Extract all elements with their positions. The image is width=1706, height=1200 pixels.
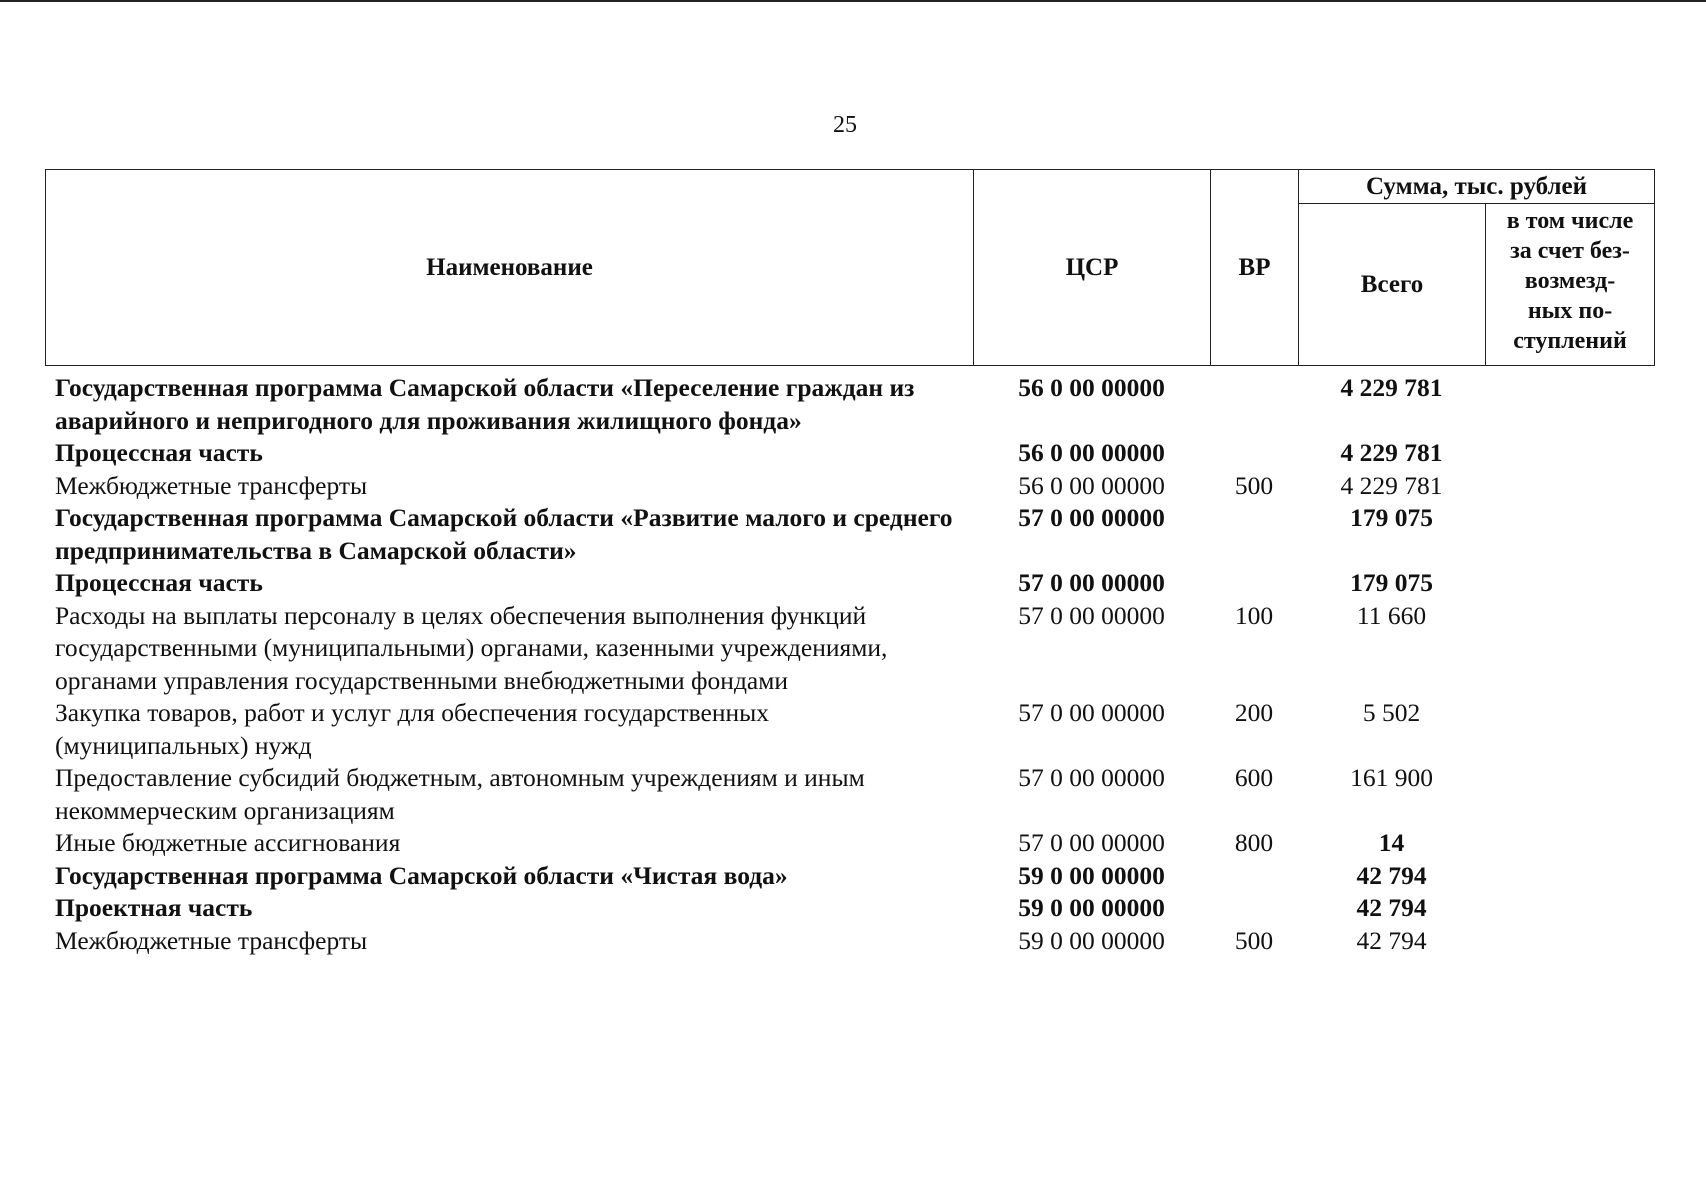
row-csr: 57 0 00 00000: [1018, 698, 1165, 727]
row-total: 42 794: [1356, 925, 1427, 955]
row-name: Государственная программа Самарской области «Чистая вода»: [55, 860, 788, 890]
row-incl: [1485, 600, 1654, 698]
row-csr: 56 0 00 00000: [1018, 470, 1165, 500]
row-total: 161 900: [1350, 763, 1433, 792]
row-total: 11 660: [1356, 600, 1427, 630]
header-sum: Сумма, тыс. рублей: [1299, 170, 1655, 204]
row-total: 4 229 781: [1340, 373, 1443, 402]
row-total: 179 075: [1350, 568, 1433, 597]
row-name: Иные бюджетные ассигнования: [55, 828, 401, 857]
row-csr: 57 0 00 00000: [1018, 828, 1165, 857]
row-incl: [1485, 860, 1654, 893]
row-csr: 59 0 00 00000: [1018, 893, 1165, 922]
table-row: [45, 437, 1654, 470]
table-row: [45, 762, 1654, 827]
row-name: Проектная часть: [55, 893, 253, 922]
header-total: Всего: [1299, 204, 1486, 366]
row-csr: 56 0 00 00000: [1018, 373, 1165, 402]
row-total: 14: [1378, 828, 1405, 857]
table-header: [45, 169, 1655, 366]
row-name: Процессная часть: [55, 568, 263, 597]
table-row: [45, 827, 1654, 860]
table-body: [45, 372, 1654, 957]
header-incl-line: ных по-: [1527, 298, 1613, 324]
table-row: [45, 502, 1654, 567]
row-vr: 500: [1234, 470, 1274, 500]
row-name: Государственная программа Самарской области «Развитие малого и среднего предпринимательства в Самарской области»: [55, 503, 953, 565]
header-incl-line: возмезд-: [1524, 268, 1616, 294]
header-vr: ВР: [1211, 170, 1299, 366]
row-vr: 800: [1234, 828, 1274, 857]
table-row: [45, 567, 1654, 600]
header-incl-line: ступлений: [1513, 328, 1627, 354]
row-incl: [1485, 502, 1654, 567]
row-name: Межбюджетные трансферты: [55, 470, 368, 500]
row-vr: 100: [1234, 600, 1274, 630]
header-csr: ЦСР: [974, 170, 1211, 366]
table-rows: [45, 372, 1654, 957]
header-incl-line: за счет без-: [1510, 238, 1630, 264]
row-incl: [1485, 925, 1654, 958]
table-row: [45, 892, 1654, 925]
row-name: Государственная программа Самарской области «Переселение граждан из аварийного и непригодного для проживания жилищного фонда»: [55, 373, 915, 435]
row-csr: 56 0 00 00000: [1018, 438, 1165, 467]
row-vr: [1210, 437, 1298, 470]
row-incl: [1485, 892, 1654, 925]
table-row: [45, 925, 1654, 958]
page-number: 25: [833, 112, 857, 138]
row-vr: [1210, 860, 1298, 893]
row-name: Предоставление субсидий бюджетным, автономным учреждениям и иным некоммерческим организациям: [55, 763, 865, 825]
row-incl: [1485, 762, 1654, 827]
row-total: 4 229 781: [1340, 438, 1443, 467]
header-incl-line: в том числе: [1506, 208, 1634, 234]
row-total: 42 794: [1356, 893, 1427, 922]
row-vr: 200: [1234, 698, 1274, 727]
row-total: 42 794: [1356, 860, 1427, 890]
table-row: [45, 697, 1654, 762]
row-incl: [1485, 437, 1654, 470]
row-vr: 500: [1234, 925, 1274, 955]
row-csr: 57 0 00 00000: [1018, 568, 1165, 597]
row-csr: 59 0 00 00000: [1018, 925, 1165, 955]
table-row: [45, 600, 1654, 698]
row-name: Процессная часть: [55, 438, 263, 467]
row-vr: [1210, 892, 1298, 925]
row-total: 5 502: [1362, 698, 1421, 727]
header-incl: [1486, 204, 1655, 366]
row-vr: [1210, 372, 1298, 437]
header-name: Наименование: [46, 170, 974, 366]
row-vr: 600: [1234, 763, 1274, 792]
row-vr: [1210, 567, 1298, 600]
row-incl: [1485, 470, 1654, 503]
row-vr: [1210, 502, 1298, 567]
row-incl: [1485, 697, 1654, 762]
row-total: 179 075: [1350, 503, 1433, 532]
row-csr: 57 0 00 00000: [1018, 763, 1165, 792]
row-name: Межбюджетные трансферты: [55, 925, 368, 955]
table-row: [45, 860, 1654, 893]
row-name: Расходы на выплаты персоналу в целях обеспечения выполнения функций государственными (муниципальными) органами, казенными учреждениями, органами управления государственными внебюджетными фондами: [55, 600, 888, 695]
row-incl: [1485, 827, 1654, 860]
table-row: [45, 470, 1654, 503]
table-row: [45, 372, 1654, 437]
top-rule: [0, 0, 1706, 2]
row-incl: [1485, 372, 1654, 437]
row-incl: [1485, 567, 1654, 600]
row-csr: 57 0 00 00000: [1018, 503, 1165, 532]
row-total: 4 229 781: [1340, 470, 1443, 500]
row-name: Закупка товаров, работ и услуг для обеспечения государственных (муниципальных) нужд: [55, 698, 770, 760]
row-csr: 59 0 00 00000: [1018, 860, 1165, 890]
row-csr: 57 0 00 00000: [1018, 600, 1165, 630]
